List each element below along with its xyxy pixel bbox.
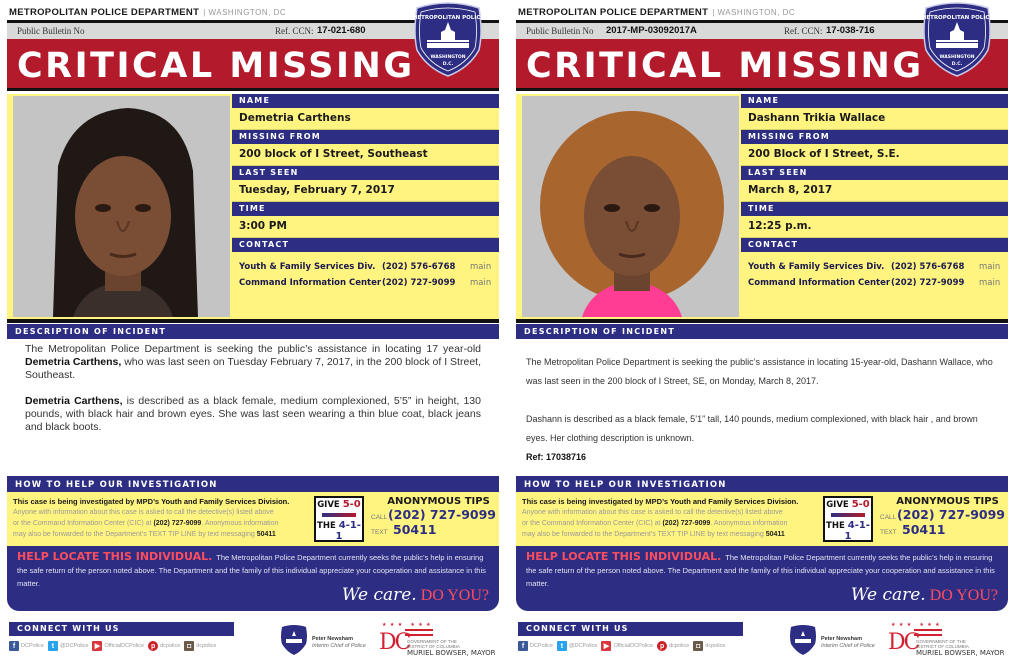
social-link-youtube[interactable]: [601, 641, 653, 651]
twitter-icon: t: [557, 641, 567, 651]
description-paragraph-2: [25, 395, 481, 434]
contact-name: Youth & Family Services Div.: [239, 262, 376, 272]
description-paragraph-1: [25, 343, 481, 382]
text: 5-0: [851, 499, 870, 510]
text: DISTRICT OF COLUMBIA: [916, 644, 969, 649]
give-5-0-logo: [314, 496, 364, 542]
contact-name: Youth & Family Services Div.: [748, 262, 885, 272]
contact-phone[interactable]: (202) 576-6768: [382, 262, 456, 272]
text: dcpolice: [669, 643, 690, 649]
contact-list: [232, 252, 499, 304]
description-header: DESCRIPTION OF INCIDENT: [7, 324, 499, 339]
text: . Anonymous information: [710, 520, 788, 527]
svg-text:WASHINGTON: WASHINGTON: [430, 55, 466, 60]
department-header: [518, 7, 795, 18]
division-name: Youth and Family Services Division.: [670, 497, 799, 506]
help-header: HOW TO HELP OUR INVESTIGATION: [524, 480, 727, 490]
contact-phone[interactable]: (202) 727-9099: [891, 278, 965, 288]
chief-name: Peter Newsham: [821, 636, 862, 642]
contact-label: CONTACT: [232, 238, 499, 252]
social-link-pinterest[interactable]: [657, 641, 689, 651]
help-yellow-panel: [516, 492, 1008, 546]
facebook-icon: f: [518, 641, 528, 651]
ref-ccn-label: Ref. CCN:: [784, 26, 823, 36]
poster-title: CRITICAL MISSING: [526, 46, 924, 86]
name-value: Dashann Trikia Wallace: [741, 108, 1008, 130]
text: This case is being investigated by MPD’s: [522, 497, 671, 506]
section-divider: [516, 319, 1008, 323]
text: DCPolice: [21, 643, 44, 649]
text: THE: [826, 521, 845, 531]
mpd-badge-small-icon: [788, 624, 818, 656]
name-label: NAME: [232, 94, 499, 108]
text: The Metropolitan Police Department is seeking the public’s assistance in locating 15-year-old, Dashann Wallace, who was last seen in the 200 block of I Street, SE, on Monday, March 8, 2017.: [526, 357, 993, 386]
mayor-name: MURIEL BOWSER, MAYOR: [407, 649, 496, 657]
text: @DCPolice: [59, 643, 89, 649]
info-panel: [232, 94, 499, 319]
youtube-icon: ▶: [92, 641, 102, 651]
contact-row: [748, 262, 1001, 272]
text-label: TEXT: [371, 529, 388, 536]
chief-title: Interim Chief of Police: [312, 643, 366, 649]
gov-text: [407, 639, 460, 649]
text: Anyone with information about this case is asked to call the detective(s) listed above: [522, 509, 783, 516]
time-label: TIME: [232, 202, 499, 216]
social-link-facebook[interactable]: [518, 641, 553, 651]
text: DCPolice: [530, 643, 553, 649]
svg-text:D.C.: D.C.: [951, 62, 963, 67]
connect-header: CONNECT WITH US: [518, 622, 743, 636]
contact-phone[interactable]: (202) 576-6768: [891, 262, 965, 272]
case-info-text: [13, 496, 313, 540]
anon-tips-title: ANONYMOUS TIPS: [387, 496, 490, 507]
call-number[interactable]: (202) 727-9099: [897, 507, 1005, 522]
last-seen-label: LAST SEEN: [741, 166, 1008, 180]
department-name: METROPOLITAN POLICE DEPARTMENT: [518, 7, 709, 18]
help-locate-text: [17, 550, 489, 590]
we-care-slogan: [342, 585, 489, 605]
last-seen-label: LAST SEEN: [232, 166, 499, 180]
ref-ccn-number: 17-038-716: [826, 25, 875, 36]
help-locate-title: HELP LOCATE THIS INDIVIDUAL.: [17, 550, 213, 563]
mpd-badge-icon: [918, 2, 996, 78]
description-header: DESCRIPTION OF INCIDENT: [516, 324, 1008, 339]
social-link-pinterest[interactable]: [148, 641, 180, 651]
dc-government-logo: [377, 622, 502, 658]
last-seen-value: Tuesday, February 7, 2017: [232, 180, 499, 202]
social-link-instagram[interactable]: [693, 641, 725, 651]
call-label: CALL: [371, 514, 388, 521]
bulletin-label: Public Bulletin No: [526, 26, 594, 36]
chief-signature: [821, 636, 875, 650]
description-body: [25, 343, 481, 447]
anonymous-tips: [880, 496, 1005, 537]
ref-ccn-label: Ref. CCN:: [275, 26, 314, 36]
text: OfficialDCPolice: [613, 643, 654, 649]
case-info-text: [522, 496, 822, 540]
text: who was last seen on Tuesday February 7, 2017, in the 200 block of I Street, Southeast.: [25, 356, 481, 381]
dc-letters: DC: [888, 630, 919, 655]
social-link-youtube[interactable]: [92, 641, 144, 651]
facebook-icon: f: [9, 641, 19, 651]
section-divider: [7, 319, 499, 323]
help-yellow-panel: [7, 492, 499, 546]
pinterest-icon: p: [657, 641, 667, 651]
missing-from-value: 200 block of I Street, Southeast: [232, 144, 499, 166]
social-link-twitter[interactable]: [557, 641, 598, 651]
social-link-twitter[interactable]: [48, 641, 89, 651]
twitter-icon: t: [48, 641, 58, 651]
contact-row: [748, 278, 1001, 288]
text-number[interactable]: 50411: [902, 522, 946, 537]
division-name: Youth and Family Services Division.: [161, 497, 290, 506]
text: The Metropolitan Police Department currently seeks the public’s help in ensuring the safe return of the person noted above. The Department and the family of this individual appreciate your cooperation and assistance in this matter.: [526, 553, 995, 588]
we-care-slogan: [851, 585, 998, 605]
instagram-icon: ◘: [184, 641, 194, 651]
description-body: [526, 353, 996, 467]
text: The Metropolitan Police Department is seeking the public’s assistance in locating 17 year-old: [25, 343, 481, 355]
contact-name: Command Information Center: [748, 278, 891, 288]
gov-text: [916, 639, 969, 649]
info-panel: [741, 94, 1008, 319]
call-label: CALL: [880, 514, 897, 521]
text-tip-number: 50411: [256, 531, 276, 538]
text: The Metropolitan Police Department currently seeks the public’s help in ensuring the safe return of the person noted above. The Department and the family of this individual appreciate your cooperation and assistance in this matter.: [17, 553, 486, 588]
contact-row: [239, 262, 492, 272]
contact-phone[interactable]: (202) 727-9099: [382, 278, 456, 288]
text: dcpolice: [196, 643, 217, 649]
description-ref: Ref: 17038716: [526, 452, 587, 462]
text: is described as a black female, medium complexioned, 5’5” in height, 130 pounds, with black hair and brown eyes. She was last seen wearing a thin blue coat, black jeans and black boots.: [25, 395, 481, 433]
portrait-illustration: [522, 96, 739, 317]
contact-tag: main: [979, 262, 1001, 272]
instagram-icon: ◘: [693, 641, 703, 651]
contact-name: Command Information Center: [239, 278, 382, 288]
social-link-instagram[interactable]: [184, 641, 216, 651]
text: 4-1-1: [844, 520, 870, 542]
text: @DCPolice: [568, 643, 598, 649]
anonymous-tips: [371, 496, 496, 537]
photo-frame: [7, 94, 232, 319]
social-links: [518, 641, 748, 651]
missing-from-value: 200 Block of I Street, S.E.: [741, 144, 1008, 166]
text: We care.: [341, 585, 417, 605]
missing-person-photo: [522, 96, 739, 317]
text: 4-1-1: [335, 520, 361, 542]
dc-stars-icon: ★ ★ ★ ★ ★ ★: [891, 622, 941, 628]
mayor-name: MURIEL BOWSER, MAYOR: [916, 649, 1005, 657]
text: may also be forwarded to the Department’s TEXT TIP LINE by text messaging: [13, 531, 257, 538]
social-link-facebook[interactable]: [9, 641, 44, 651]
social-links: [9, 641, 239, 651]
pinterest-icon: p: [148, 641, 158, 651]
svg-text:D.C.: D.C.: [442, 62, 454, 67]
text-tip-number: 50411: [765, 531, 785, 538]
missing-person-photo: [13, 96, 230, 317]
cic-phone[interactable]: (202) 727-9099: [662, 520, 711, 527]
department-header: [9, 7, 286, 18]
text-label: TEXT: [880, 529, 897, 536]
photo-frame: [516, 94, 741, 319]
mpd-badge-icon: [409, 2, 487, 78]
text: We care.: [850, 585, 926, 605]
help-header: HOW TO HELP OUR INVESTIGATION: [15, 480, 218, 490]
name-value: Demetria Carthens: [232, 108, 499, 130]
text: DISTRICT OF COLUMBIA: [407, 644, 460, 649]
text: GIVE: [826, 500, 849, 510]
logo-divider: [831, 513, 865, 517]
contact-row: [239, 278, 492, 288]
svg-text:METROPOLITAN POLICE: METROPOLITAN POLICE: [411, 15, 485, 21]
time-value: 3:00 PM: [232, 216, 499, 238]
give-5-0-logo: [823, 496, 873, 542]
contact-list: [741, 252, 1008, 304]
text: GIVE: [317, 500, 340, 510]
text: or the Command Information Center (CIC) at: [13, 520, 154, 527]
last-seen-value: March 8, 2017: [741, 180, 1008, 202]
chief-name: Peter Newsham: [312, 636, 353, 642]
anon-tips-title: ANONYMOUS TIPS: [896, 496, 999, 507]
ref-ccn-number: 17-021-680: [317, 25, 366, 36]
text: THE: [317, 521, 336, 531]
text: Anyone with information about this case is asked to call the detective(s) listed above: [13, 509, 274, 516]
chief-title: Interim Chief of Police: [821, 643, 875, 649]
time-value: 12:25 p.m.: [741, 216, 1008, 238]
missing-from-label: MISSING FROM: [232, 130, 499, 144]
contact-tag: main: [470, 262, 492, 272]
text: dcpolice: [705, 643, 726, 649]
text: 5-0: [342, 499, 361, 510]
department-name: METROPOLITAN POLICE DEPARTMENT: [9, 7, 200, 18]
person-name: Demetria Carthens,: [25, 395, 123, 407]
connect-header: CONNECT WITH US: [9, 622, 234, 636]
text: This case is being investigated by MPD’s: [13, 497, 162, 506]
name-label: NAME: [741, 94, 1008, 108]
youtube-icon: ▶: [601, 641, 611, 651]
cic-phone[interactable]: (202) 727-9099: [153, 520, 202, 527]
text: . Anonymous information: [201, 520, 279, 527]
contact-tag: main: [470, 278, 492, 288]
missing-from-label: MISSING FROM: [741, 130, 1008, 144]
description-paragraph-1: [526, 353, 996, 391]
text: may also be forwarded to the Department’s TEXT TIP LINE by text messaging: [522, 531, 766, 538]
missing-poster-0: [7, 0, 507, 666]
text: DO YOU?: [420, 587, 489, 604]
dc-stars-icon: ★ ★ ★ ★ ★ ★: [382, 622, 432, 628]
text: dcpolice: [160, 643, 181, 649]
contact-label: CONTACT: [741, 238, 1008, 252]
text: GOVERNMENT OF THE: [916, 639, 966, 644]
missing-poster-1: [516, 0, 1016, 666]
text: Dashann is described as a black female, 5’1” tall, 140 pounds, medium complexioned, with black hair , and brown eyes. Her clothing description is unknown.: [526, 414, 978, 443]
poster-title: CRITICAL MISSING: [17, 46, 415, 86]
text: OfficialDCPolice: [104, 643, 145, 649]
dc-letters: DC: [379, 630, 410, 655]
call-number[interactable]: (202) 727-9099: [388, 507, 496, 522]
bulletin-label: Public Bulletin No: [17, 26, 85, 36]
portrait-illustration: [13, 96, 230, 317]
svg-text:WASHINGTON: WASHINGTON: [939, 55, 975, 60]
svg-text:METROPOLITAN POLICE: METROPOLITAN POLICE: [920, 15, 994, 21]
text: GOVERNMENT OF THE: [407, 639, 457, 644]
text: DO YOU?: [929, 587, 998, 604]
department-city: | WASHINGTON, DC: [203, 8, 287, 17]
time-label: TIME: [741, 202, 1008, 216]
text: or the Command Information Center (CIC) at: [522, 520, 663, 527]
dc-government-logo: [886, 622, 1011, 658]
person-name: Demetria Carthens,: [25, 356, 122, 368]
department-city: | WASHINGTON, DC: [712, 8, 796, 17]
contact-tag: main: [979, 278, 1001, 288]
help-investigation-box: [516, 476, 1008, 611]
bulletin-number: 2017-MP-03092017A: [606, 25, 697, 36]
chief-signature: [312, 636, 366, 650]
mpd-badge-small-icon: [279, 624, 309, 656]
description-paragraph-2: [526, 410, 996, 448]
text-number[interactable]: 50411: [393, 522, 437, 537]
help-locate-text: [526, 550, 998, 590]
help-locate-title: HELP LOCATE THIS INDIVIDUAL.: [526, 550, 722, 563]
help-investigation-box: [7, 476, 499, 611]
logo-divider: [322, 513, 356, 517]
